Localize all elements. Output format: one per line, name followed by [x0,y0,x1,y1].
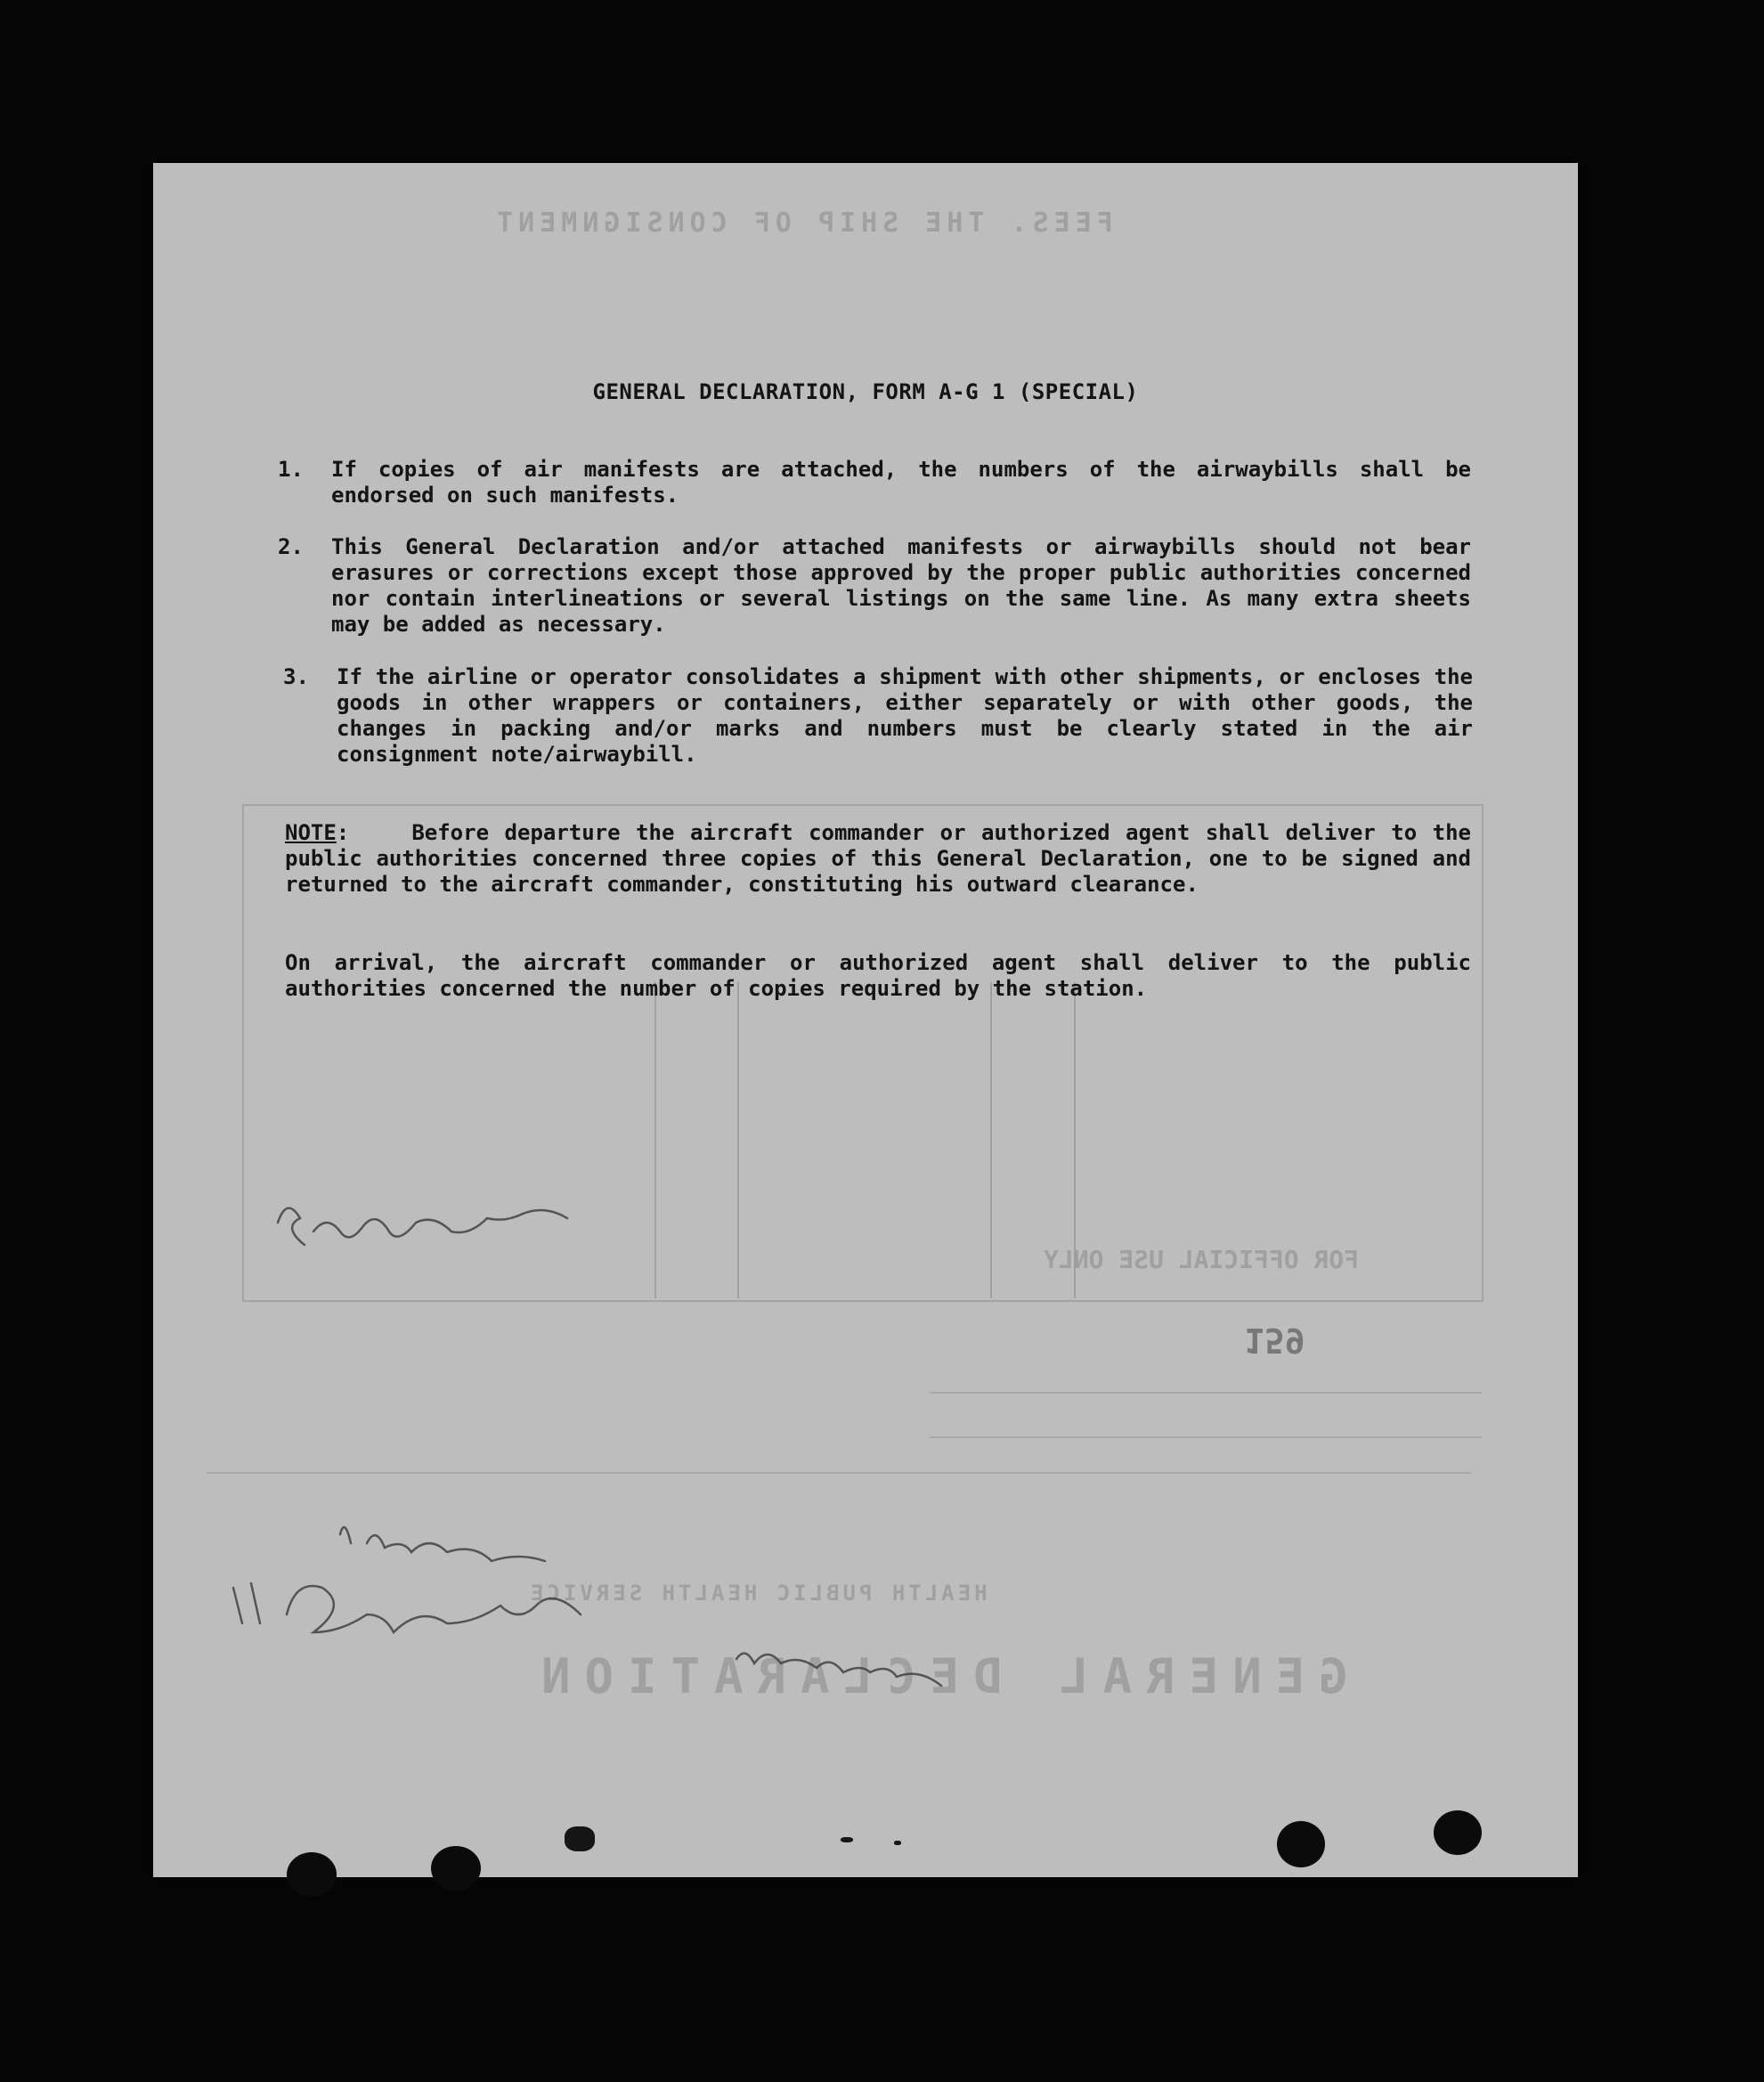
bleed-sub-heading: HEALTH PUBLIC HEALTH SERVICE [527,1581,988,1606]
punch-hole [1277,1821,1325,1867]
bleed-stamp-number: 159 [1244,1321,1305,1360]
bleed-top-text: FEES. THE SHIP OF CONSIGNMENT [492,207,1113,239]
item-number: 1. [278,457,304,482]
punch-hole [287,1852,337,1897]
punch-hole [1434,1810,1482,1855]
arrival-paragraph: On arrival, the aircraft commander or authorized agent shall deliver to the public authorities concerned the number of copies required by the station. [285,950,1471,1001]
punch-hole [431,1846,481,1891]
note-label: NOTE [285,820,337,845]
ink-speck [894,1841,901,1845]
handwritten-marks [153,163,1578,1877]
bleed-official-use: FOR OFFICIAL USE ONLY [1044,1245,1360,1274]
document-page [153,163,1578,1877]
form-title: GENERAL DECLARATION, FORM A-G 1 (SPECIAL) [592,379,1139,404]
item-text: If copies of air manifests are attached, the numbers of the airwaybills shall be endorsed on such manifests. [331,457,1471,508]
ink-speck [565,1826,595,1851]
bleed-bottom-heading: GENERAL DECLARATION [527,1648,1348,1704]
note-paragraph: NOTE: Before departure the aircraft commander or authorized agent shall deliver to the public authorities concerned three copies of this General Declaration, one to be signed and returned to the aircraft commander, constituting his outward clearance. [285,820,1472,897]
ink-speck [841,1837,853,1842]
item-text: If the airline or operator consolidates a shipment with other shipments, or encloses the goods in other wrappers or containers, either separately or with other goods, the changes in packing and/or marks and numbers must be clearly stated in the air consignment note/airwaybill. [337,664,1473,767]
item-text: This General Declaration and/or attached manifests or airwaybills should not bear erasures or corrections except those approved by the proper public authorities concerned nor contain interlineations or several listings on the same line. As many extra sheets may be added as necessary. [331,534,1471,637]
item-number: 3. [283,664,309,689]
item-number: 2. [278,534,304,559]
note-text: Before departure the aircraft commander or authorized agent shall deliver to the public authorities concerned three copies of this General Declaration, one to be signed and returned to the aircraft commander, constituting his outward clearance. [285,820,1472,897]
